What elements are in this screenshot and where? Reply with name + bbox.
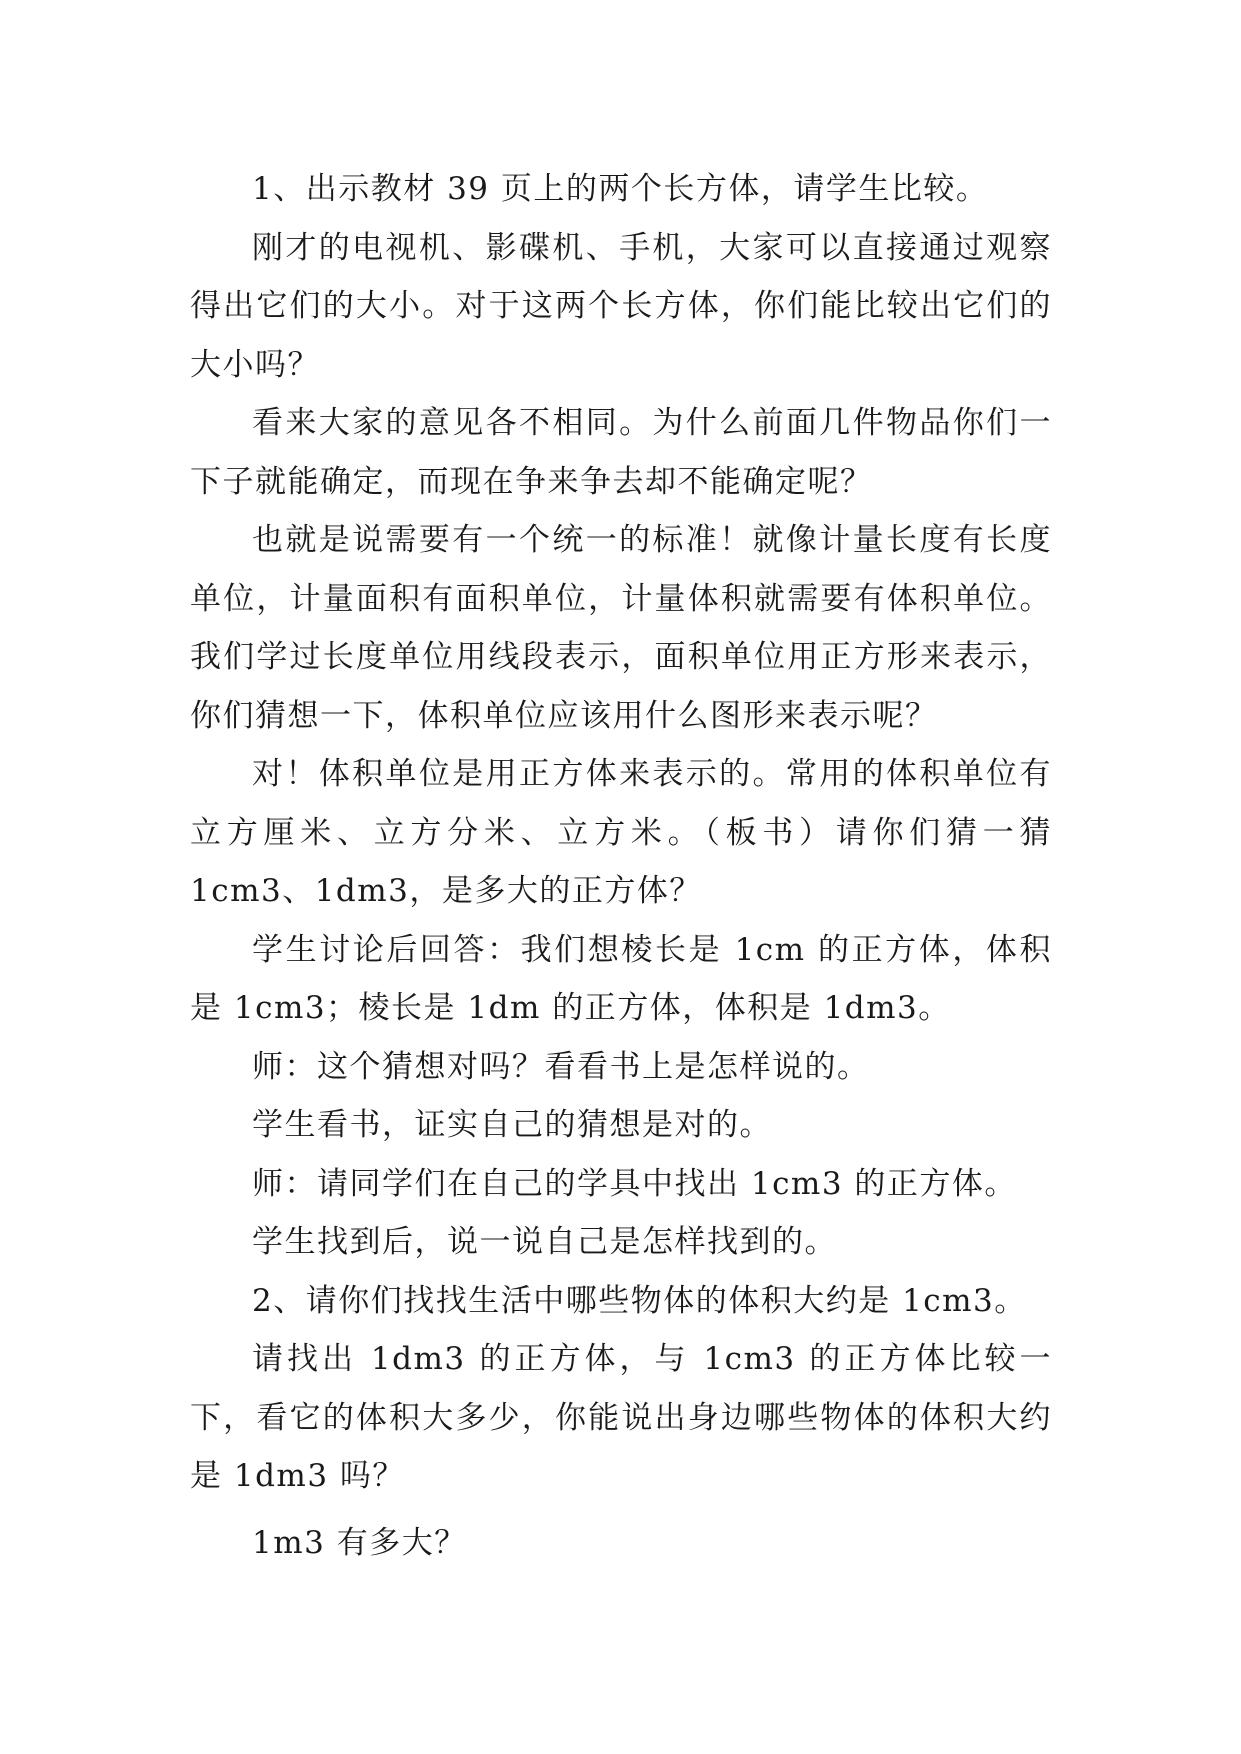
paragraph: 刚才的电视机、影碟机、手机，大家可以直接通过观察得出它们的大小。对于这两个长方体，你们能比较出它们的大小吗？ <box>190 229 1052 383</box>
paragraph: 2、请你们找找生活中哪些物体的体积大约是 1cm3。 <box>252 1282 1027 1319</box>
paragraph: 师：这个猜想对吗？看看书上是怎样说的。 <box>252 1048 870 1085</box>
paragraph: 学生找到后，说一说自己是怎样找到的。 <box>252 1224 837 1260</box>
paragraph: 1m3 有多大？ <box>252 1524 467 1561</box>
paragraph: 学生讨论后回答：我们想棱长是 1cm 的正方体，体积是 1cm3；棱长是 1dm 的正方体，体积是 1dm3。 <box>190 931 1052 1026</box>
paragraph: 1、出示教材 39 页上的两个长方体，请学生比较。 <box>252 171 989 207</box>
paragraph: 对！体积单位是用正方体来表示的。常用的体积单位有立方厘米、立方分米、立方米。（板书）请你们猜一猜 1cm3、1dm3，是多大的正方体？ <box>190 756 1052 909</box>
paragraph: 学生看书，证实自己的猜想是对的。 <box>252 1107 772 1143</box>
paragraph: 看来大家的意见各不相同。为什么前面几件物品你们一下子就能确定，而现在争来争去却不能确定呢？ <box>190 405 1052 500</box>
paragraph: 请找出 1dm3 的正方体，与 1cm3 的正方体比较一下，看它的体积大多少，你能说出身边哪些物体的体积大约是 1dm3 吗？ <box>190 1341 1052 1494</box>
paragraph: 也就是说需要有一个统一的标准！就像计量长度有长度单位，计量面积有面积单位，计量体积就需要有体积单位。我们学过长度单位用线段表示，面积单位用正方形来表示，你们猜想一下，体积单位应该用什么图形来表示呢？ <box>190 522 1052 734</box>
document-body <box>190 160 1052 1572</box>
paragraph: 师：请同学们在自己的学具中找出 1cm3 的正方体。 <box>252 1165 1017 1202</box>
